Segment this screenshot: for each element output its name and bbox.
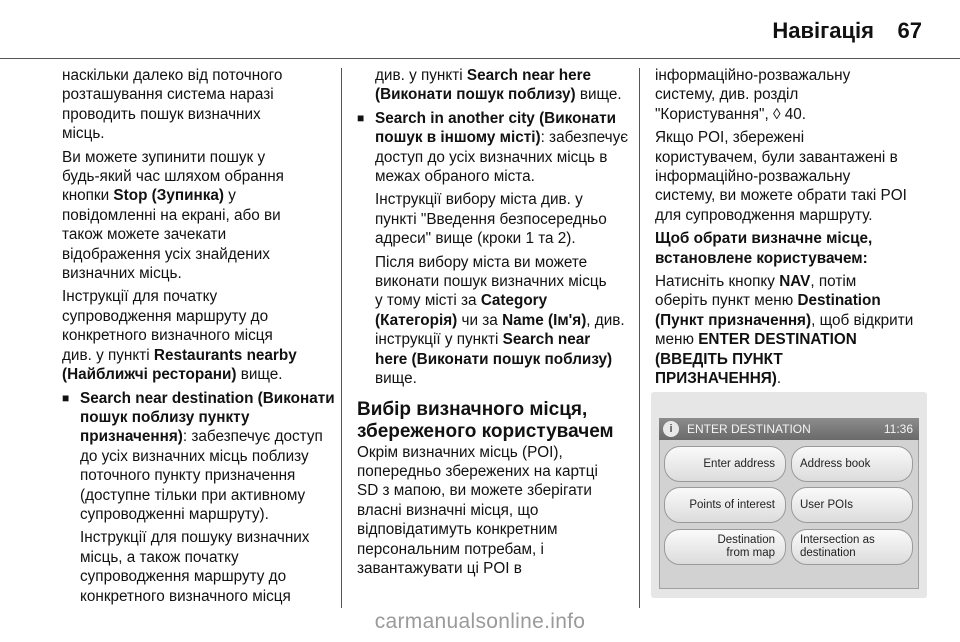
user-pois-button[interactable]: User POIs: [791, 487, 913, 523]
paragraph: Інструкції для початку супроводження маршруту до конкретного визначного місця див. у пункті Restaurants nearby (Найближчі ресторани) вище.: [62, 288, 297, 384]
address-book-button[interactable]: Address book: [791, 446, 913, 482]
destination-from-map-button[interactable]: Destination from map: [664, 529, 786, 565]
enter-destination-screen: [651, 392, 927, 598]
paragraph: Окрім визначних місць (POI), попередньо збережених на картці SD з мапою, ви можете зберігати власні визначні місця, що відповідатимуть конкретним персональним потребам, і завантажувати ці POI в: [357, 443, 598, 577]
clock: 11:36: [883, 422, 913, 436]
header-title: Навігація: [772, 18, 874, 43]
section-heading: Вибір визначного місця, збереженого користувачем: [357, 398, 614, 442]
page-reference-arrow-icon: ◊: [772, 105, 781, 123]
bullet-item: ■ Search in another city (Виконати пошук в іншому місті): забезпечує доступ до усіх визначних місць в межах обраного міста.: [357, 109, 629, 187]
subheading: Щоб обрати визначне місце, встановлене користувачем:: [655, 230, 873, 267]
paragraph: див. у пункті Search near here (Виконати пошук поблизу) вище.: [375, 67, 622, 104]
header-divider: [0, 58, 960, 59]
paragraph: інформаційно-розважальну систему, див. розділ "Користування", ◊ 40.: [655, 67, 851, 123]
page-number: 67: [897, 18, 922, 43]
points-of-interest-button[interactable]: Points of interest: [664, 487, 786, 523]
column-3: [655, 66, 927, 393]
info-icon[interactable]: i: [663, 421, 679, 437]
paragraph: Інструкції вибору міста див. у пункті "Введення безпосередньо адреси" вище (кроки 1 та 2).: [375, 191, 607, 248]
column-1: [62, 66, 334, 610]
intersection-as-destination-button[interactable]: Intersection as destination: [791, 529, 913, 565]
paragraph: Якщо POI, збережені користувачем, були завантажені в інформаційно-розважальну систему, ви можете обрати такі POI для супроводження маршруту.: [655, 129, 907, 224]
paragraph: Після вибору міста ви можете виконати пошук визначних місць у тому місті за Category (Категорія) чи за Name (Ім'я), див. інструкції у пункті Search near here (Виконати пошук поблизу) вище.: [375, 253, 625, 388]
watermark: carmanualsonline.info: [374, 610, 586, 633]
paragraph: Ви можете зупинити пошук у будь-який час шляхом обрання кнопки Stop (Зупинка) у повідомленні на екрані, або ви також можете зачекати відображення усіх знайдених визначних місць.: [62, 148, 284, 283]
screen-title: ENTER DESTINATION: [687, 422, 811, 436]
enter-address-button[interactable]: Enter address: [664, 446, 786, 482]
paragraph: Інструкції для пошуку визначних місць, а також початку супроводження маршруту до конкретного визначного місця: [80, 529, 310, 605]
screen-title-bar: [659, 418, 919, 440]
column-2: [357, 66, 629, 582]
column-divider-1: [341, 68, 342, 608]
paragraph: Натисніть кнопку NAV, потім оберіть пункт меню Destination (Пункт призначення), щоб відкрити меню ENTER DESTINATION (ВВЕДІТЬ ПУНКТ ПРИЗНАЧЕННЯ).: [655, 273, 914, 388]
paragraph: наскільки далеко від поточного розташування система наразі проводить пошук визначних місць.: [62, 67, 283, 143]
stop-button-label: Stop (Зупинка): [113, 187, 224, 205]
column-divider-2: [639, 68, 640, 608]
bullet-item: ■ Search near destination (Виконати пошук поблизу пункту призначення): забезпечує доступ до усіх визначних місць поблизу поточного пункту призначення (доступне тільки при активному супроводженні маршруту).: [62, 389, 334, 525]
